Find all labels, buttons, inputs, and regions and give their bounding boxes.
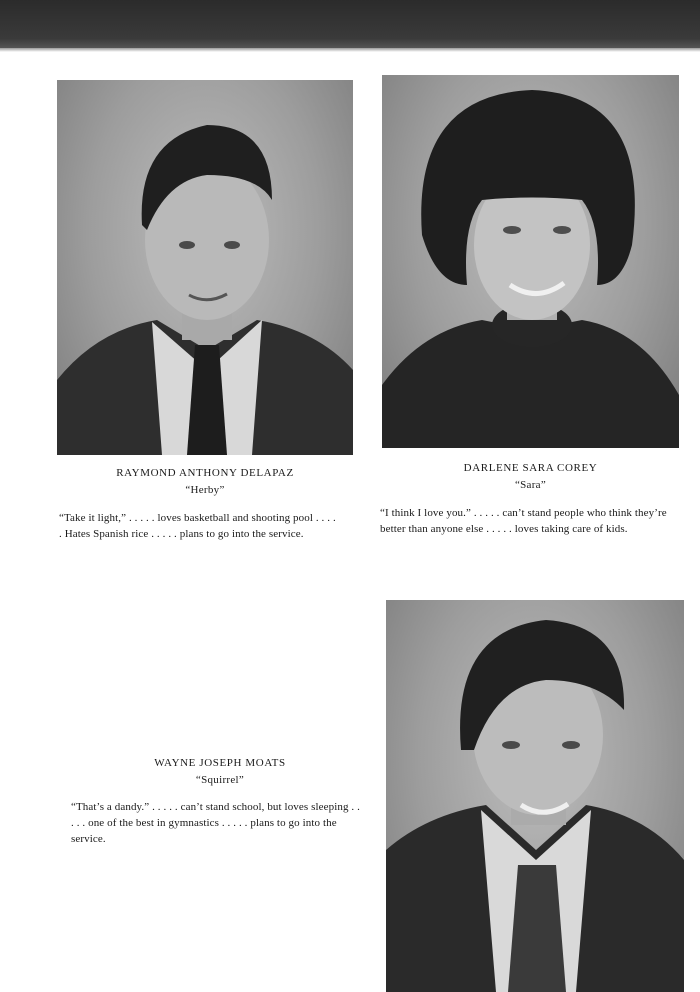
page-header-band — [0, 0, 700, 48]
student-nickname: “Herby” — [185, 484, 225, 496]
portrait-photo-wayne — [386, 600, 684, 992]
student-fullname: RAYMOND ANTHONY DELAPAZ — [116, 467, 294, 479]
student-nickname: “Squirrel” — [195, 774, 245, 786]
student-name-wayne — [65, 756, 375, 787]
student-fullname: WAYNE JOSEPH MOATS — [154, 757, 286, 769]
student-nickname: “Sara” — [514, 479, 547, 491]
student-name-raymond — [57, 466, 353, 497]
student-quote-darlene: “I think I love you.” . . . . . can’t stand people who think they’re better than anyone else . . . . . loves taking care of kids. — [380, 507, 667, 535]
portrait-photo-darlene — [382, 75, 679, 448]
portrait-photo-raymond — [57, 80, 353, 455]
student-name-darlene — [382, 461, 679, 492]
student-quote-wayne: “That’s a dandy.” . . . . . can’t stand school, but loves sleeping . . . . . one of the best in gymnastics . . . . . plans to go into the service. — [71, 801, 360, 845]
student-quote-raymond: “Take it light,” . . . . . loves basketball and shooting pool . . . . . Hates Spanish rice . . . . . plans to go into the service. — [59, 512, 336, 540]
student-fullname: DARLENE SARA COREY — [463, 462, 598, 474]
